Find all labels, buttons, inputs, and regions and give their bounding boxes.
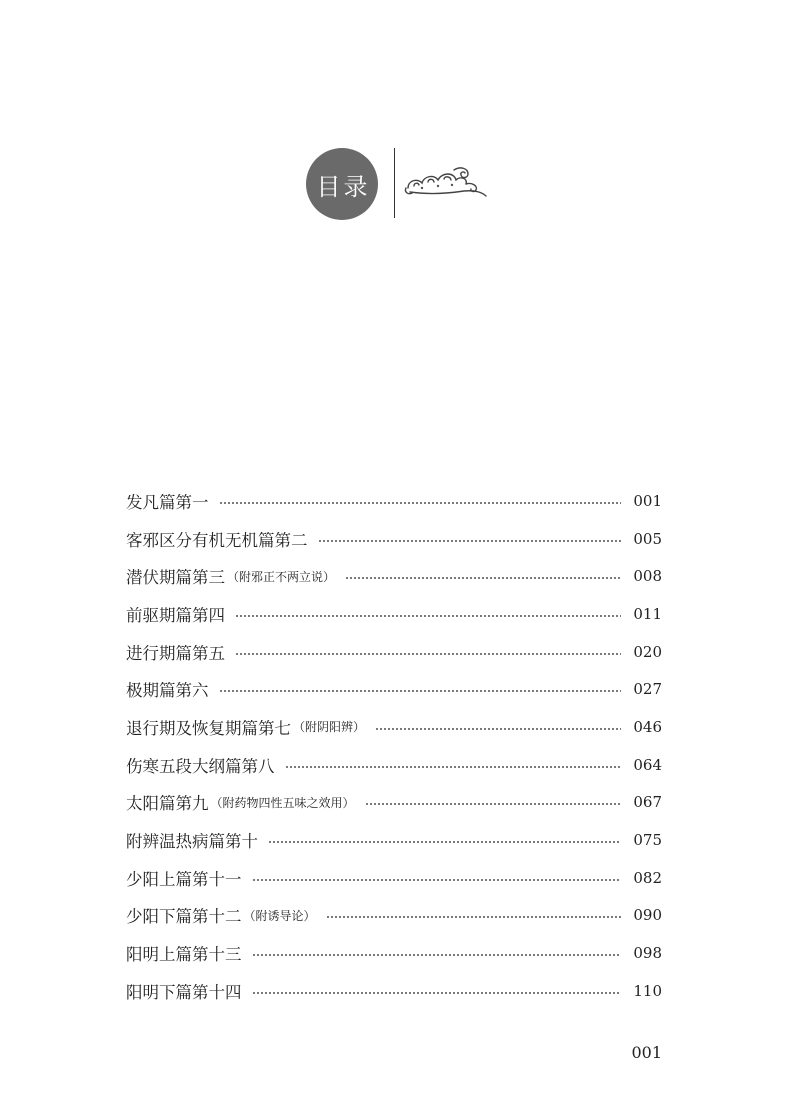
toc-entry[interactable] <box>126 595 662 633</box>
toc-entry-title: 进行期篇第五 <box>126 643 225 663</box>
dot-leader <box>252 992 622 994</box>
toc-entry-page: 027 <box>633 680 662 699</box>
dot-leader <box>252 954 622 956</box>
toc-entry[interactable] <box>126 897 662 935</box>
toc-entry[interactable] <box>126 934 662 972</box>
toc-entry-page: 001 <box>633 491 662 510</box>
toc-entry[interactable] <box>126 633 662 671</box>
toc-entry-title: 太阳篇第九 <box>126 794 209 814</box>
toc-entry-note: （附诱导论） <box>243 908 316 923</box>
toc-entry-page: 011 <box>633 604 662 623</box>
dot-leader <box>318 540 622 542</box>
toc-entry[interactable] <box>126 557 662 595</box>
dot-leader <box>345 577 621 579</box>
toc-entry-title: 阳明上篇第十三 <box>126 945 242 965</box>
toc-entry-note: （附药物四性五味之效用） <box>210 795 355 810</box>
dot-leader <box>219 502 622 504</box>
toc-entry[interactable] <box>126 670 662 708</box>
toc-entry[interactable] <box>126 482 662 520</box>
toc-entry-page: 082 <box>633 868 662 887</box>
dot-leader <box>235 653 621 655</box>
toc-entry-title: 客邪区分有机无机篇第二 <box>126 530 308 550</box>
toc-title-badge <box>306 148 378 220</box>
toc-entry-title: 伤寒五段大纲篇第八 <box>126 756 275 776</box>
toc-title: 目录 <box>316 172 371 201</box>
dot-leader <box>285 766 622 768</box>
dot-leader <box>235 615 621 617</box>
toc-entry-page: 046 <box>633 717 662 736</box>
toc-entry-page: 020 <box>633 642 662 661</box>
toc-entry-page: 075 <box>633 831 662 850</box>
toc-entry-page: 064 <box>633 755 662 774</box>
dot-leader <box>268 841 621 843</box>
toc-header <box>306 148 496 220</box>
page-number: 001 <box>631 1043 662 1062</box>
toc-entry-title: 阳明下篇第十四 <box>126 982 242 1002</box>
dot-leader <box>326 916 622 918</box>
toc-entry-page: 067 <box>633 793 662 812</box>
toc-entry[interactable] <box>126 821 662 859</box>
toc-entry[interactable] <box>126 972 662 1010</box>
toc-entry-title: 少阳上篇第十一 <box>126 869 242 889</box>
toc-entry-title: 退行期及恢复期篇第七 <box>126 718 291 738</box>
toc-entry[interactable] <box>126 520 662 558</box>
toc-entry-title: 少阳下篇第十二 <box>126 907 242 927</box>
dot-leader <box>252 879 622 881</box>
toc-entry-note: （附阴阳辨） <box>293 720 366 735</box>
toc-entry-title: 潜伏期篇第三 <box>126 568 225 588</box>
toc-entry[interactable] <box>126 859 662 897</box>
toc-entry[interactable] <box>126 784 662 822</box>
toc-entry-note: （附邪正不两立说） <box>227 569 336 584</box>
toc-entry-page: 005 <box>633 529 662 548</box>
toc-entry-page: 110 <box>633 981 662 1000</box>
dot-leader <box>365 803 622 805</box>
dot-leader <box>219 690 622 692</box>
toc-entry-page: 008 <box>633 567 662 586</box>
toc-entry-title: 附辨温热病篇第十 <box>126 832 258 852</box>
toc-entry-title: 发凡篇第一 <box>126 492 209 512</box>
table-of-contents <box>126 482 662 1010</box>
toc-entry[interactable] <box>126 708 662 746</box>
auspicious-cloud-icon <box>404 164 490 200</box>
title-divider <box>394 148 395 218</box>
toc-entry-page: 090 <box>633 906 662 925</box>
toc-entry-page: 098 <box>633 944 662 963</box>
dot-leader <box>375 728 621 730</box>
toc-entry-title: 前驱期篇第四 <box>126 605 225 625</box>
toc-entry[interactable] <box>126 746 662 784</box>
toc-entry-title: 极期篇第六 <box>126 681 209 701</box>
